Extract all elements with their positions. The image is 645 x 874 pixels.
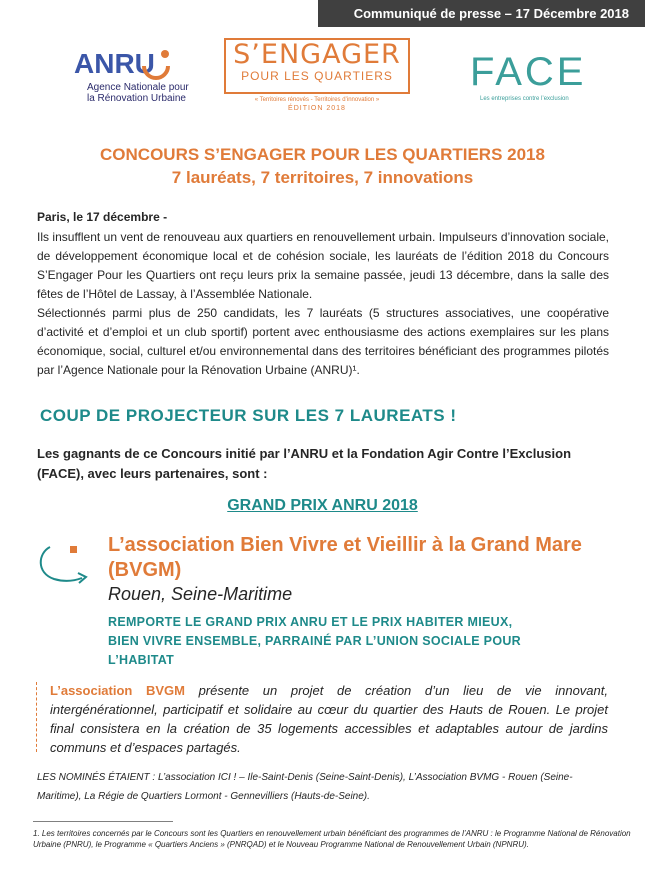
place-date: Paris, le 17 décembre - [37, 210, 168, 224]
grand-prix-heading: GRAND PRIX ANRU 2018 [227, 497, 418, 514]
bullet-square-icon [70, 546, 77, 553]
face-logo-word: FACE [470, 50, 587, 94]
laureate-location: Rouen, Seine-Maritime [108, 584, 293, 604]
press-release-banner: Communiqué de presse – 17 Décembre 2018 [318, 0, 645, 27]
intro-paragraph-2: Sélectionnés parmi plus de 250 candidats, les 7 lauréats (5 structures associatives, une coopérative d’activité et d’emploi et un club sportif) portent avec enthousiasme des actions exemplaires sur les plans économique, social, culturel et/ou environnemental dans des territoires bénéficiant des programmes pilotés par l’Agence Nationale pour la Rénovation Urbaine (ANRU)¹. [37, 306, 609, 377]
laureate-description [50, 681, 608, 757]
main-title: CONCOURS S’ENGAGER POUR LES QUARTIERS 2018 [100, 145, 545, 164]
description-side-rule [36, 682, 37, 752]
anru-arc-icon [138, 44, 178, 84]
sengager-logo-line2: POUR LES QUARTIERS [241, 69, 393, 83]
sengager-logo-line1: S’ENGAGER [233, 39, 401, 70]
sengager-logo-frame [224, 38, 410, 94]
spotlight-intro: Les gagnants de ce Concours initié par l’ANRU et la Fondation Agir Contre l’Exclusion (FACE), avec leurs partenaires, sont : [37, 446, 572, 481]
footnote: 1. Les territoires concernés par le Concours sont les Quartiers en renouvellement urbain bénéficiant des programmes de l’ANRU : le Programme National de Rénovation Urbaine (PNRU), le Programme « Quartiers Anciens » (PNRQAD) et le Nouveau Programme National de Renouvellement Urbain (NPNRU). [33, 829, 631, 849]
anru-logo-subtitle: Agence Nationale pour la Rénovation Urbaine [87, 82, 189, 104]
nominees-text: LES NOMINÉS ÉTAIENT : L’association ICI ! – Ile-Saint-Denis (Seine-Saint-Denis), L’Association BVMG - Rouen (Seine-Maritime), La Régie de Quartiers Lormont - Gennevilliers (Hauts-de-Seine). [37, 772, 573, 802]
footnote-divider [33, 821, 173, 822]
anru-logo [60, 48, 190, 123]
main-subtitle: 7 lauréats, 7 territoires, 7 innovations [171, 168, 474, 187]
curved-arrow-icon [36, 545, 92, 589]
sengager-logo-edition: ÉDITION 2018 [288, 105, 346, 112]
anru-logo-word: ANRU [74, 48, 155, 79]
spotlight-heading: COUP DE PROJECTEUR SUR LES 7 LAUREATS ! [40, 406, 457, 425]
intro-paragraph-1: Ils insufflent un vent de renouveau aux quartiers en renouvellement urbain. Impulseurs d’innovation sociale, de développement économique local et de cohésion sociale, les lauréats de l’édition 2018 du Concours S’Engager Pour les Quartiers ont reçu leurs prix la semaine passée, jeudi 13 décembre, dans la salle des fêtes de l’Hôtel de Lassay, à l’Assemblée Nationale. [37, 230, 609, 301]
laureate-name: L’association Bien Vivre et Vieillir à la Grand Mare (BVGM) [108, 534, 582, 581]
description-highlight: L’association BVGM [50, 683, 185, 698]
face-logo-subtitle: Les entreprises contre l’exclusion [480, 96, 569, 102]
sengager-logo-tagline: « Territoires rénovés - Territoires d’innovation » [254, 97, 380, 103]
description-text: présente un projet de création d’un lieu de vie innovant, intergénérationnel, participatif et solidaire au cœur du quartier des Hauts de Rouen. Le projet final consistera en la création de 35 logements accessibles et adaptables autour de jardins communs et d’espaces partagés. [50, 683, 608, 755]
sengager-logo [224, 38, 410, 120]
face-logo [470, 50, 587, 122]
laureate-prizes: REMPORTE LE GRAND PRIX ANRU ET LE PRIX HABITER MIEUX, BIEN VIVRE ENSEMBLE, PARRAINÉ PAR L’UNION SOCIALE POUR L’HABITAT [108, 615, 522, 667]
